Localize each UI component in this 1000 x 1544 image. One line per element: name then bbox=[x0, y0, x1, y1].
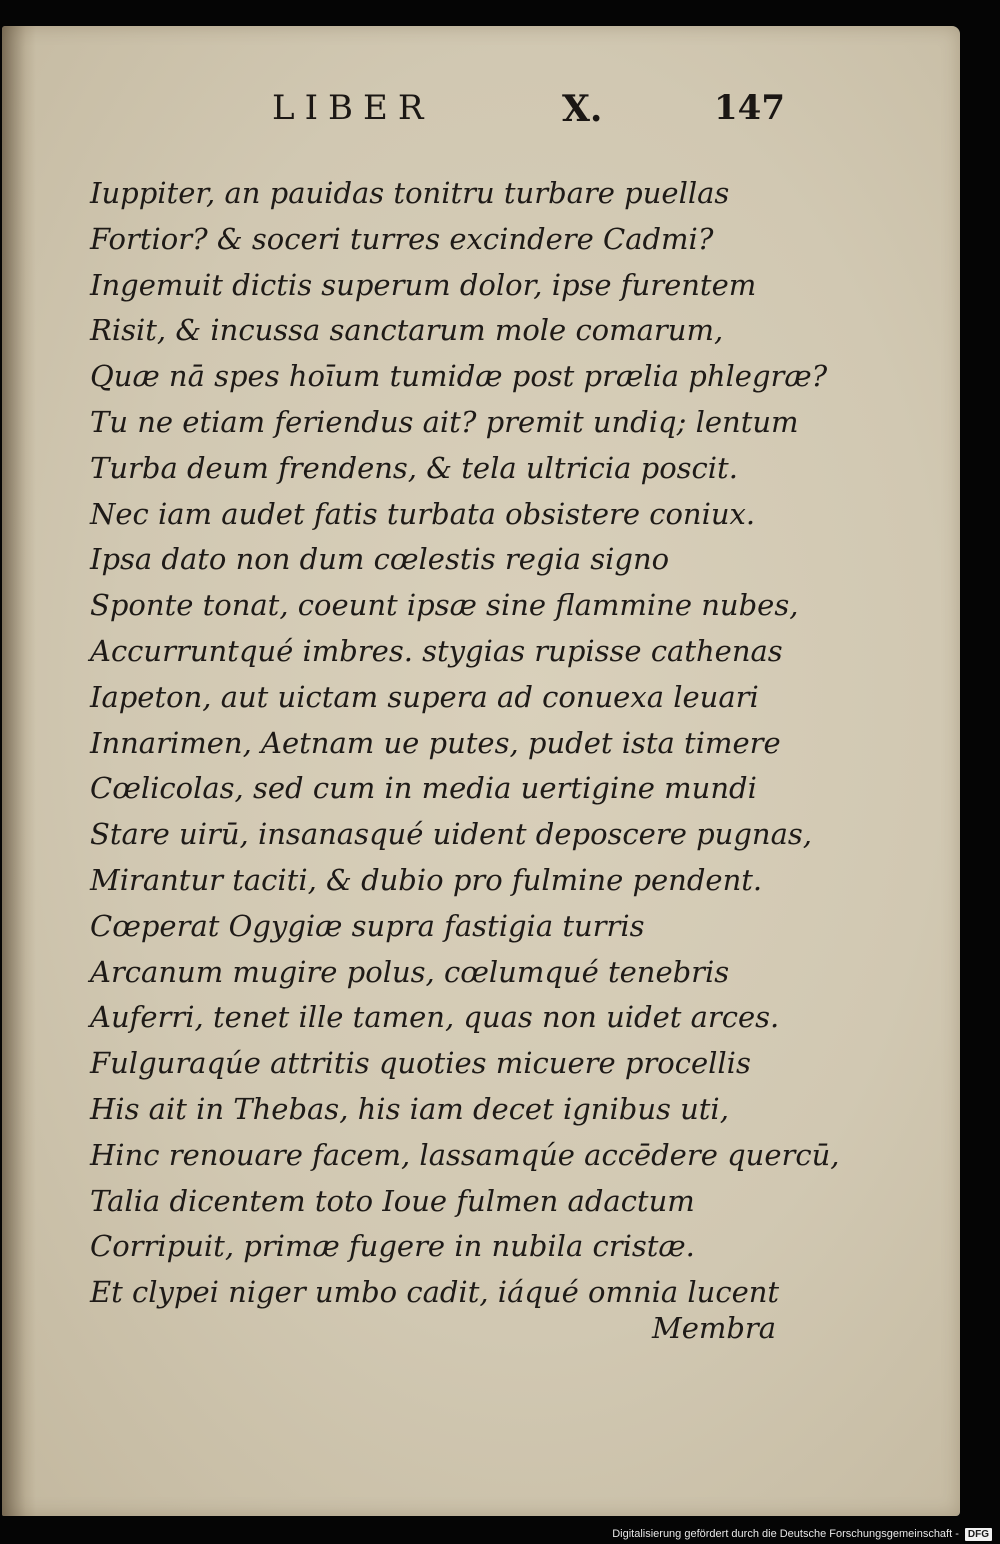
book-number: X. bbox=[562, 88, 603, 130]
verse-line: Fortior? & socerі turres excindere Cadmi? bbox=[90, 221, 714, 256]
verse-line: Iapeton, aut uictam supera ad conuexa leuari bbox=[90, 679, 759, 714]
verse-line: Risit, & incussa sanctarum mole comarum, bbox=[90, 313, 724, 348]
verse-line: Cœperat Ogygiæ supra fastigia turris bbox=[90, 908, 645, 943]
verse-line: Auferri, tenet ille tamen, quas non uidet arces. bbox=[90, 1000, 780, 1035]
verse-line: Ipsa dato non dum cœlestis regia signo bbox=[90, 542, 670, 577]
verse-list bbox=[90, 171, 840, 1316]
verse-line: His ait in Thebas, his iam decet ignibus uti, bbox=[90, 1091, 729, 1126]
verse-line: Nec iam audet fatis turbata obsistere coniux. bbox=[90, 496, 756, 531]
verse-line: Mirantur taciti, & dubio pro fulmine pendent. bbox=[90, 862, 763, 897]
page-gutter-shadow bbox=[2, 26, 36, 1516]
funding-credit-bar bbox=[612, 1526, 992, 1542]
verse-line: Iuppiter, an pauidas tonitru turbare puellas bbox=[90, 176, 730, 210]
verse-line: Innarimen, Aetnam ue putes, pudet ista timere bbox=[90, 725, 781, 760]
verse-line: Talia dicentem toto Ioue fulmen adactum bbox=[90, 1183, 695, 1218]
verse-line: Et clypei niger umbo cadit, iáqué omnia lucent bbox=[90, 1275, 780, 1310]
folio-number: 147 bbox=[714, 88, 785, 128]
book-page bbox=[2, 26, 960, 1516]
page-header bbox=[272, 88, 792, 148]
verse-line: Cœlicolas, sed cum in media uertigine mundi bbox=[90, 771, 757, 806]
verse-line: Stare uirū, insanasqué uident deposcere pugnas, bbox=[90, 817, 812, 852]
catchword: Membra bbox=[652, 1311, 777, 1345]
funding-credit-text: Digitalisierung gefördert durch die Deutsche Forschungsgemeinschaft - bbox=[612, 1528, 959, 1540]
verse-line: Quæ nā spes hoīum tumidæ post prælia phlegræ? bbox=[90, 359, 828, 394]
verse-line: Corripuit, primæ fugere in nubila cristæ. bbox=[90, 1229, 695, 1264]
verse-line: Accurruntqué imbres. stygias rupisse cathenas bbox=[90, 633, 783, 668]
verse-line: Tu ne etiam feriendus ait? premit undiq; lentum bbox=[90, 404, 799, 439]
verse-line: Turba deum frendens, & tela ultricia poscit. bbox=[90, 450, 738, 485]
running-head: LIBER bbox=[272, 88, 434, 128]
dfg-logo: DFG bbox=[965, 1528, 992, 1541]
verse-line: Arcanum mugire polus, cœlumqué tenebris bbox=[90, 954, 730, 989]
verse-line: Sponte tonat, coeunt ipsæ sine flammine nubes, bbox=[90, 588, 799, 623]
verse-line: Ingemuit dictis superum dolor, ipse furentem bbox=[90, 267, 757, 302]
verse-line: Hinc renouare facem, lassamqúe accēdere quercū, bbox=[90, 1137, 840, 1172]
verse-line: Fulguraqúe attritis quoties micuere procellis bbox=[90, 1046, 751, 1081]
